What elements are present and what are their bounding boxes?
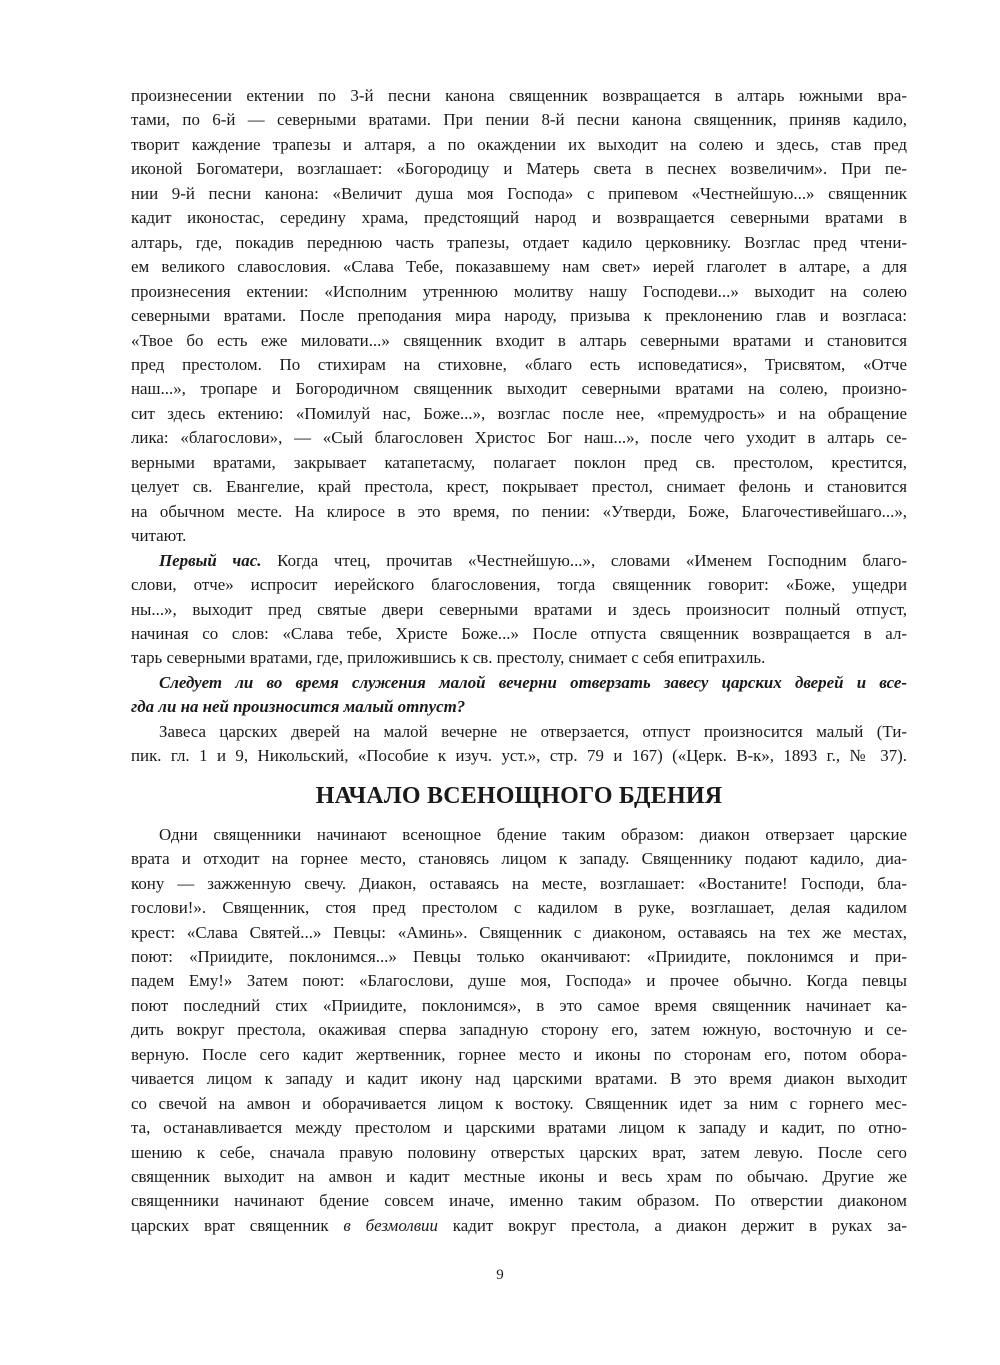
text-line: произнесения ектении: «Исполним утреннюю молитву нашу Господеви...» выходит на солею bbox=[131, 281, 907, 301]
text-line: ны...», выходит пред святые двери северными вратами и здесь произносит полный отпуст, bbox=[131, 599, 907, 619]
text-line: лика: «благослови», — «Сый благословен Христос Бог наш...», после чего уходит в алтарь се- bbox=[131, 428, 907, 448]
text-line: шению к себе, сначала правую половину отверстых царских врат, затем левую. После сего bbox=[131, 1142, 907, 1162]
text-line: со свечой на амвон и оборачивается лицом к востоку. Священник идет за ним с горнего мес- bbox=[131, 1093, 907, 1113]
answer-paragraph bbox=[131, 720, 907, 769]
text-line: наш...», тропаре и Богородичном священник выходит северными вратами на солею, произно- bbox=[131, 379, 907, 399]
text-line: «Твое бо есть еже миловати...» священник входит в алтарь северными вратами и становится bbox=[131, 330, 907, 350]
page-body bbox=[131, 84, 907, 1238]
text-line: пик. гл. 1 и 9, Никольский, «Пособие к изуч. уст.», стр. 79 и 167) («Церк. В-к», 1893 г., № 37). bbox=[131, 746, 907, 766]
text-line: гда ли на ней произносится малый отпуст? bbox=[131, 697, 466, 717]
text-line: поют: «Приидите, поклонимся...» Певцы только оканчивают: «Приидите, поклонимся и при- bbox=[131, 946, 907, 966]
text-line: Одни священники начинают всенощное бдение таким образом: диакон отверзает царские bbox=[159, 824, 907, 844]
text-line: читают. bbox=[131, 526, 187, 546]
italic-emphasis: в безмолвии bbox=[343, 1215, 438, 1235]
vigil-paragraph bbox=[131, 823, 907, 1239]
first-hour-label: Первый час. bbox=[159, 550, 262, 570]
text-segment: кадит вокруг престола, а диакон держит в руках за- bbox=[437, 1215, 907, 1235]
text-line: слови, отче» испросит иерейского благословения, тогда священник говорит: «Боже, ущедри bbox=[131, 575, 907, 595]
text-line: верную. После сего кадит жертвенник, горнее место и иконы по сторонам его, потом обора- bbox=[131, 1044, 907, 1064]
text-segment: царских врат священник bbox=[131, 1215, 344, 1235]
text-line: та, останавливается между престолом и царскими вратами лицом к западу и кадит, по отно- bbox=[131, 1118, 907, 1138]
text-line: верными вратами, закрывает катапетасму, полагает поклон пред св. престолом, крестится, bbox=[131, 452, 907, 472]
text-line: сит здесь ектению: «Помилуй нас, Боже...», возглас после нее, «премудрость» и на обращение bbox=[131, 403, 907, 423]
text-line: чивается лицом к западу и кадит икону над царскими вратами. В это время диакон выходит bbox=[131, 1069, 907, 1089]
question-paragraph bbox=[131, 671, 907, 720]
text-line: ем великого славословия. «Слава Тебе, показавшему нам свет» иерей глаголет в алтаре, а для bbox=[131, 257, 907, 277]
text-line: начиная со слов: «Слава тебе, Христе Боже...» После отпуста священник возвращается в ал- bbox=[131, 623, 907, 643]
text-line: крест: «Слава Святей...» Певцы: «Аминь». Священник с диаконом, оставаясь на тех же местах, bbox=[131, 922, 907, 942]
text-line: на обычном месте. На клиросе в это время, по пении: «Утверди, Боже, Благочестивейшаго...», bbox=[131, 501, 907, 521]
text-line bbox=[131, 1214, 907, 1238]
text-line: священник выходит на амвон и кадит местные иконы и весь храм по обычаю. Другие же bbox=[131, 1167, 907, 1187]
text-line: целует св. Евангелие, край престола, крест, покрывает престол, снимает фелонь и становится bbox=[131, 477, 907, 497]
first-hour-paragraph bbox=[131, 549, 907, 671]
text-line: падем Ему!» Затем поют: «Благослови, душе моя, Господа» и прочее обычно. Когда певцы bbox=[131, 971, 907, 991]
text-line: Завеса царских дверей на малой вечерне не отверзается, отпуст произносится малый (Ти- bbox=[159, 721, 907, 741]
section-heading: НАЧАЛО ВСЕНОЩНОГО БДЕНИЯ bbox=[315, 782, 723, 809]
text-line: алтарь, где, покадив переднюю часть трапезы, отдает кадило церковнику. Возглас пред чтени- bbox=[131, 232, 907, 252]
text-line: иконой Богоматери, возглашает: «Богородицу и Матерь света в песнех возвеличим». При пе- bbox=[131, 159, 907, 179]
text-line: гослови!». Священник, стоя пред престолом с кадилом в руке, возглашает, делая кадилом bbox=[131, 898, 907, 918]
text-line: произнесении ектении по 3-й песни канона священник возвращается в алтарь южными вра- bbox=[131, 86, 907, 105]
text-line: кону — зажженную свечу. Диакон, оставаясь на месте, возглашает: «Востаните! Господи, бла- bbox=[131, 873, 907, 893]
text-line bbox=[131, 549, 907, 573]
text-line: поют последний стих «Приидите, поклонимся», в это самое время священник начинает ка- bbox=[131, 995, 907, 1015]
first-hour-first-line: Когда чтец, прочитав «Честнейшую...», словами «Именем Господним благо- bbox=[261, 550, 908, 570]
text-line: врата и отходит на горнее место, становясь лицом к западу. Священнику подают кадило, диа- bbox=[131, 849, 907, 869]
text-line: священники начинают бдение совсем иначе, именно таким образом. По отверстии диаконом bbox=[131, 1191, 907, 1211]
text-line: северными вратами. После преподания мира народу, призыва к преклонению глав и возгласа: bbox=[131, 306, 907, 326]
text-line: тами, по 6-й — северными вратами. При пении 8-й песни канона священник, приняв кадило, bbox=[131, 110, 907, 130]
continued-paragraph bbox=[131, 84, 907, 549]
page-number: 9 bbox=[496, 1267, 504, 1283]
text-line: пред престолом. По стихирам на стиховне, «благо есть исповедатися», Трисвятом, «Отче bbox=[131, 354, 907, 374]
text-line: Следует ли во время служения малой вечерни отверзать завесу царских дверей и все- bbox=[159, 672, 907, 692]
text-line: кадит иконостас, середину храма, предстоящий народ и возвращается северными вратами в bbox=[131, 208, 907, 228]
text-line: нии 9-й песни канона: «Величит душа моя Господа» с припевом «Честнейшую...» священник bbox=[131, 183, 907, 203]
text-line: тарь северными вратами, где, приложившись к св. престолу, снимает с себя епитрахиль. bbox=[131, 648, 766, 668]
text-line: творит каждение трапезы и алтаря, а по окаждении их выходит на солею и здесь, став пред bbox=[131, 134, 907, 154]
text-line: дить вокруг престола, окаживая сперва западную сторону его, затем южную, восточную и се- bbox=[131, 1020, 907, 1040]
